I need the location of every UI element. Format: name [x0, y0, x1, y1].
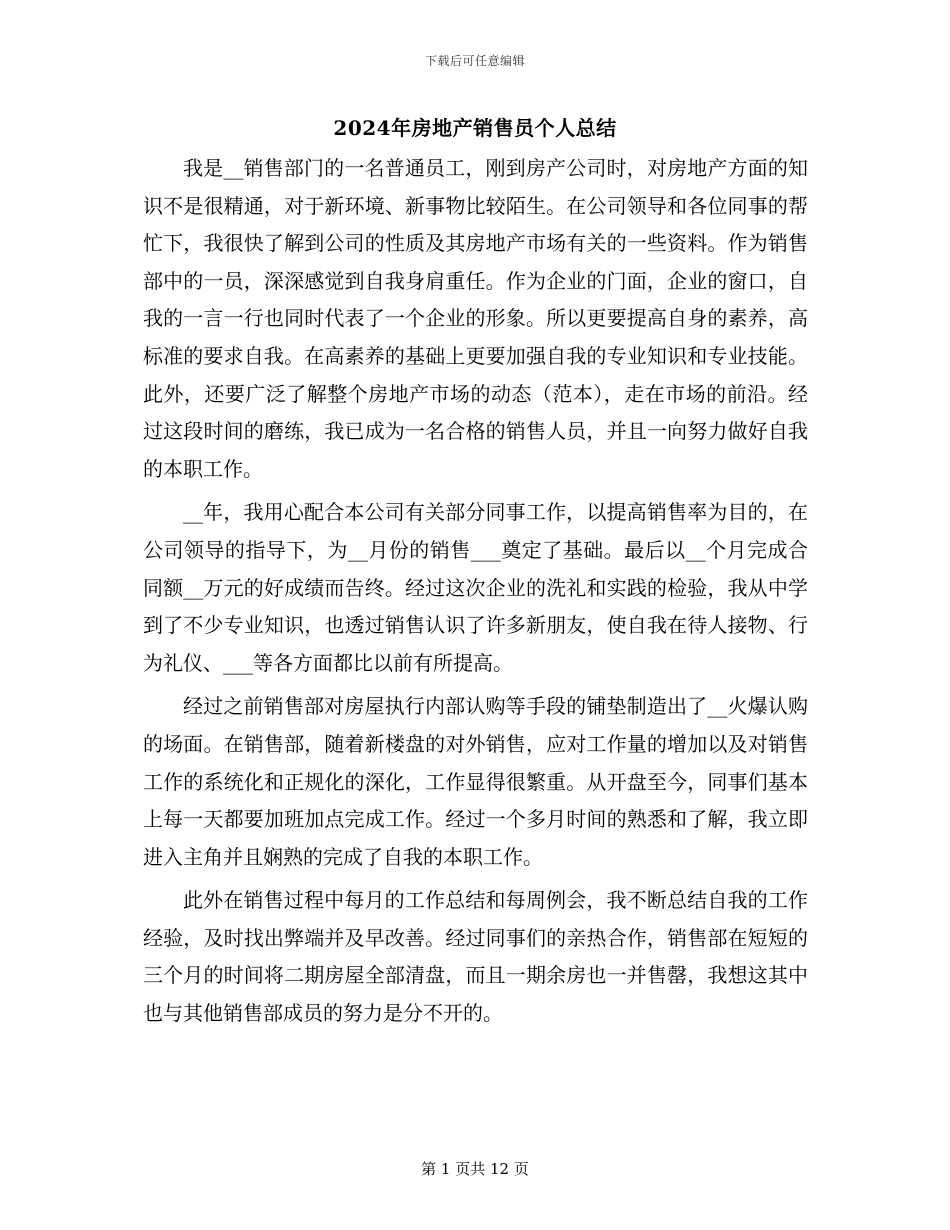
footer-prefix: 第 — [421, 1160, 437, 1178]
body-paragraph: 此外在销售过程中每月的工作总结和每周例会，我不断总结自我的工作经验，及时找出弊端并及早改善。经过同事们的亲热合作，销售部在短短的三个月的时间将二期房屋全部清盘，而且一期余房也一并售罄，我想这其中也与其他销售部成员的努力是分不开的。 — [143, 888, 808, 1026]
document-body — [143, 150, 808, 1039]
footer-page-number: 1 — [440, 1160, 451, 1178]
header-note: 下载后可任意编辑 — [424, 54, 525, 68]
document-title: 2024年房地产销售员个人总结 — [333, 116, 617, 140]
body-paragraph: 经过之前销售部对房屋执行内部认购等手段的铺垫制造出了__火爆认购的场面。在销售部，随着新楼盘的对外销售，应对工作量的增加以及对销售工作的系统化和正规化的深化，工作显得很繁重。从开盘至今，同事们基本上每一天都要加班加点完成工作。经过一个多月时间的熟悉和了解，我立即进入主角并且娴熟的完成了自我的本职工作。 — [143, 694, 808, 869]
footer-total-pages: 12 — [490, 1160, 510, 1178]
footer-suffix: 页 — [513, 1160, 529, 1178]
body-paragraph: 我是__销售部门的一名普通员工，刚到房产公司时，对房地产方面的知识不是很精通，对于新环境、新事物比较陌生。在公司领导和各位同事的帮忙下，我很快了解到公司的性质及其房地产市场有关的一些资料。作为销售部中的一员，深深感觉到自我身肩重任。作为企业的门面，企业的窗口，自我的一言一行也同时代表了一个企业的形象。所以更要提高自身的素养，高标准的要求自我。在高素养的基础上更要加强自我的专业知识和专业技能。此外，还要广泛了解整个房地产市场的动态（范本），走在市场的前沿。经过这段时间的磨练，我已成为一名合格的销售人员，并且一向努力做好自我的本职工作。 — [143, 156, 808, 481]
body-paragraph: __年，我用心配合本公司有关部分同事工作，以提高销售率为目的，在公司领导的指导下，为__月份的销售___奠定了基础。最后以__个月完成合同额__万元的好成绩而告终。经过这次企业的洗礼和实践的检验，我从中学到了不少专业知识，也透过销售认识了许多新朋友，使自我在待人接物、行为礼仪、___等各方面都比以前有所提高。 — [143, 500, 808, 675]
page-number-footer — [0, 1158, 950, 1179]
footer-middle: 页共 — [455, 1160, 486, 1178]
